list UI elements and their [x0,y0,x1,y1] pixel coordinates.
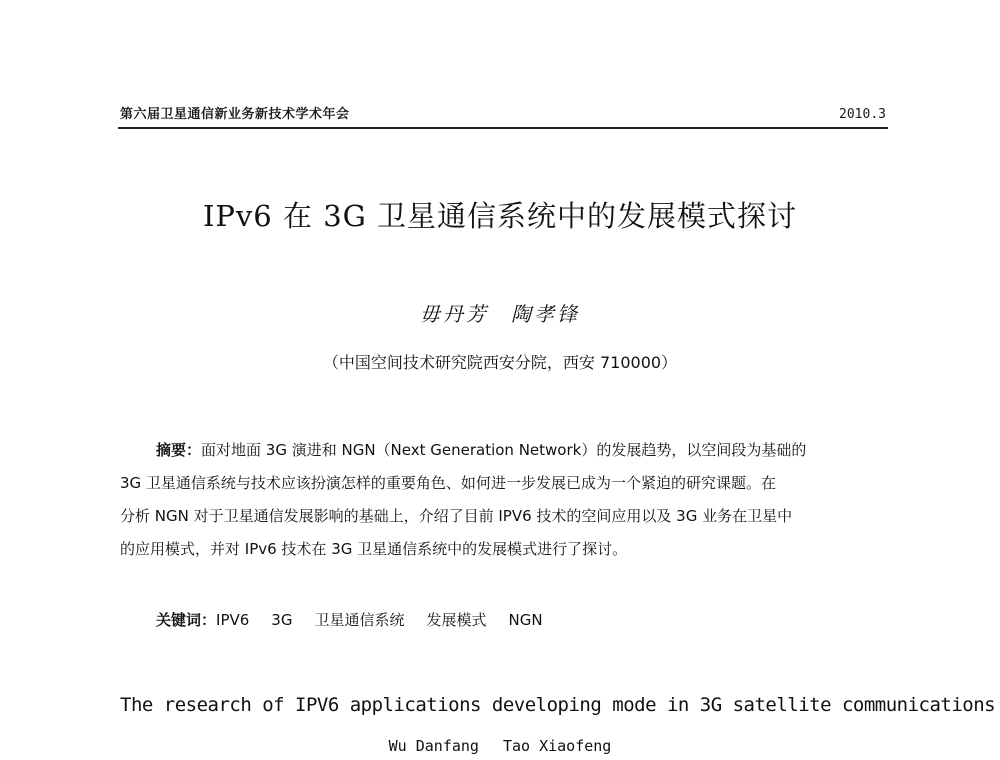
english-title: The research of IPV6 applications developing mode in 3G satellite communications [120,694,996,716]
abstract [120,434,888,566]
paper-title: IPv6 在 3G 卫星通信系统中的发展模式探讨 [202,199,798,233]
keyword: IPV6 [216,611,250,629]
keyword: 发展模式 [426,611,487,629]
author-name: 陶孝锋 [511,302,580,326]
abstract-line: 的应用模式，并对 IPv6 技术在 3G 卫星通信系统中的发展模式进行了探讨。 [120,540,628,558]
english-author-name: Tao Xiaofeng [502,737,612,755]
english-author-name: Wu Danfang [388,737,479,755]
keyword: 卫星通信系统 [314,611,405,629]
keywords [156,606,565,634]
keyword: 3G [271,611,293,629]
publication-date: 2010.3 [839,107,886,122]
abstract-line [120,434,888,467]
running-header [120,104,886,126]
abstract-text: 面对地面 3G 演进和 NGN（Next Generation Network）的发展趋势，以空间段为基础的 [201,441,807,459]
author-name: 毋丹芳 [420,302,489,326]
conference-name: 第六届卫星通信新业务新技术学术年会 [120,107,350,122]
abstract-line: 分析 NGN 对于卫星通信发展影响的基础上，介绍了目前 IPV6 技术的空间应用以及 3G 业务在卫星中 [120,507,793,525]
header-rule [118,127,888,129]
author-list [0,300,1000,328]
affiliation: （中国空间技术研究院西安分院，西安 710000） [322,353,678,372]
keyword: NGN [508,611,543,629]
keywords-label: 关键词： [156,611,217,629]
english-author-list [0,734,1000,758]
abstract-line: 3G 卫星通信系统与技术应该扮演怎样的重要角色、如何进一步发展已成为一个紧迫的研究课题。在 [120,474,776,492]
abstract-label: 摘要： [156,441,202,459]
